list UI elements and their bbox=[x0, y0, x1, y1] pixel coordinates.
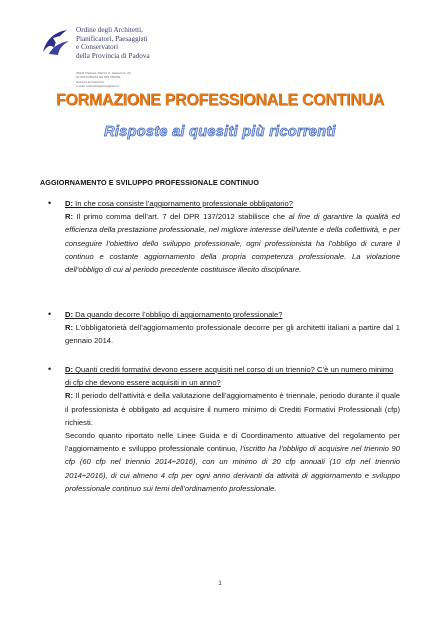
answer-quote: l’iscritto ha l’obbligo di acquisire nel triennio 90 cfp (60 cfp nel triennio 2014÷2016), con un minimo di 20 cfp annuali (10 cfp nel triennio 2014÷2016), di cui almeno 4 cfp per ogni anno derivanti da attività di aggiornamento e sviluppo professionale continuo sui temi dell’ordinamento professionale. bbox=[65, 444, 400, 493]
address-line: tel 049 8750244 fax 049 654651 bbox=[76, 75, 121, 80]
question-label: D: bbox=[65, 365, 74, 374]
org-address bbox=[76, 71, 131, 89]
org-line: della Provincia di Padova bbox=[76, 51, 150, 60]
answer-text: Secondo quanto riportato nelle Linee Guida e di Coordinamento attuative del regolamento per l’aggiornamento e sviluppo professionale continuo, bbox=[65, 431, 400, 454]
answer-text: L’obbligatorietà dell’aggiornamento professionale decorre per gli architetti italiani a partire dal 1 gennaio 2014. bbox=[65, 323, 400, 346]
org-line: Pianificatori, Paesaggisti bbox=[76, 34, 148, 43]
org-name bbox=[76, 26, 150, 60]
address-line: e-mail: architettipadova@awn.it bbox=[76, 84, 120, 89]
qa-item bbox=[40, 197, 400, 276]
address-line: www.pd.archiworld.it bbox=[76, 79, 105, 84]
bullet-icon: • bbox=[48, 198, 52, 208]
answer-label: R: bbox=[65, 212, 74, 222]
qa-item bbox=[40, 308, 400, 348]
section-heading: AGGIORNAMENTO E SVILUPPO PROFESSIONALE CONTINUO bbox=[40, 178, 260, 187]
org-line: e Conservatori bbox=[76, 43, 119, 52]
order-logo-icon bbox=[40, 26, 72, 58]
answer-text: Il primo comma dell’art. 7 del DPR 137/2012 stabilisce che bbox=[76, 212, 286, 222]
org-line: Ordine degli Architetti, bbox=[76, 26, 143, 34]
bullet-icon: • bbox=[48, 364, 52, 374]
bullet-icon: • bbox=[48, 309, 52, 319]
address-line: 35141 Padova, Piazza G. Salvemini, 20 bbox=[76, 71, 131, 75]
question-text: In che cosa consiste l’aggiornamento professionale obbligatorio? bbox=[75, 199, 293, 208]
question-label: D: bbox=[65, 310, 74, 319]
letterhead bbox=[40, 26, 240, 89]
question bbox=[65, 308, 400, 321]
answer bbox=[65, 321, 400, 347]
answer bbox=[65, 389, 400, 495]
question-text: Da quando decorre l’obbligo di aggiornamento professionale? bbox=[75, 310, 283, 319]
qa-item bbox=[40, 363, 400, 495]
answer-quote: al fine di garantire la qualità ed efficienza della prestazione professionale, nel migliore interesse dell’utente e della collettività, e per conseguire l’obiettivo dello sviluppo professionale, ogni professionista ha l’obbligo di curare il continuo e costante aggiornamento della propria competenza professionale. La violazione dell’obbligo di cui al periodo precedente costituisce illecito disciplinare. bbox=[65, 212, 400, 275]
answer bbox=[65, 210, 400, 276]
question bbox=[65, 363, 400, 389]
question bbox=[65, 197, 400, 210]
answer-text: Il periodo dell’attività e della valutazione dell’aggiornamento è triennale, periodo durante il quale il professionista è obbligato ad acquisire il numero minimo di Crediti Formativi Professionali (cfp) richiesti. bbox=[65, 391, 400, 427]
main-title: FORMAZIONE PROFESSIONALE CONTINUA bbox=[55, 90, 385, 109]
question-label: D: bbox=[65, 199, 74, 208]
answer-label: R: bbox=[65, 323, 74, 333]
answer-label: R: bbox=[65, 391, 74, 401]
question-text: Quanti crediti formativi devono essere acquisiti nel corso di un triennio? C’è un numero minimo di cfp che devono essere acquisiti in un anno? bbox=[65, 365, 394, 388]
sub-title: Risposte ai quesiti più ricorrenti bbox=[104, 124, 336, 140]
page-number: 1 bbox=[218, 580, 222, 587]
